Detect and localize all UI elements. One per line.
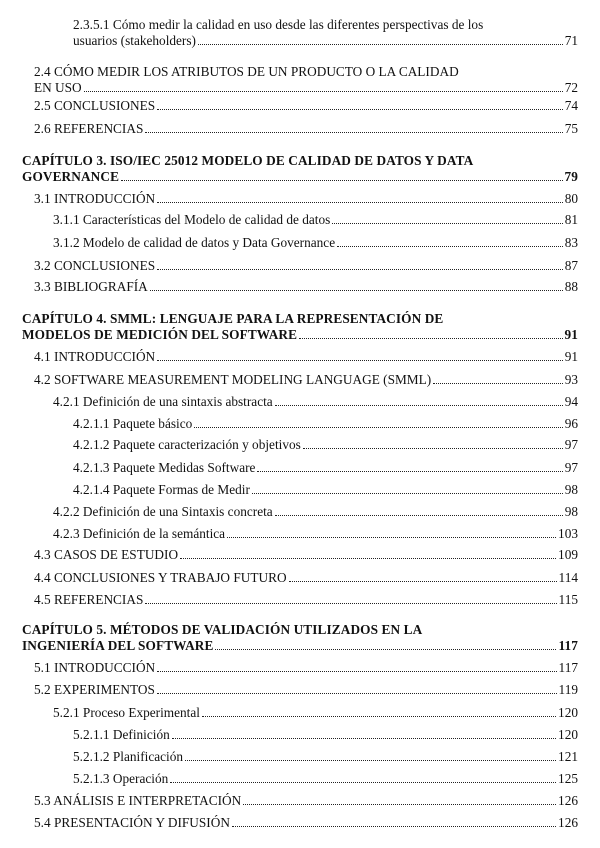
toc-entry	[34, 682, 578, 698]
dot-leader	[332, 223, 562, 224]
page-number: 125	[558, 771, 578, 786]
dot-leader	[157, 360, 563, 361]
entry-title: 4.2.1.3 Paquete Medidas Software	[73, 460, 256, 475]
toc-entry	[34, 258, 578, 274]
page-number: 109	[558, 547, 578, 562]
chapter-title-line1: CAPÍTULO 3. ISO/IEC 25012 MODELO DE CALIDAD DE DATOS Y DATA	[22, 153, 474, 168]
entry-title: 3.3 BIBLIOGRAFÍA	[34, 279, 148, 294]
entry-title: 4.5 REFERENCIAS	[34, 592, 144, 607]
entry-title: 3.1 INTRODUCCIÓN	[34, 191, 156, 206]
dot-leader	[157, 109, 563, 110]
dot-leader	[180, 558, 556, 559]
page-number: 80	[564, 191, 578, 206]
entry-title: 4.3 CASOS DE ESTUDIO	[34, 547, 179, 562]
page-number: 98	[564, 482, 578, 497]
toc-entry	[73, 437, 578, 453]
page-number: 72	[564, 80, 578, 95]
entry-title: 2.6 REFERENCIAS	[34, 121, 144, 136]
page-number: 114	[558, 570, 578, 585]
toc-entry	[34, 349, 578, 365]
toc-entry	[34, 98, 578, 114]
dot-leader	[198, 44, 563, 45]
page-number: 115	[558, 592, 578, 607]
entry-title: 5.2.1.2 Planificación	[73, 749, 184, 764]
toc-entry	[34, 660, 578, 676]
dot-leader	[275, 405, 563, 406]
dot-leader	[243, 804, 556, 805]
page-number: 83	[564, 235, 578, 250]
dot-leader	[150, 290, 563, 291]
entry-title: 4.2.1.2 Paquete caracterización y objetivos	[73, 437, 301, 452]
page-number: 120	[558, 727, 578, 742]
dot-leader	[433, 383, 563, 384]
chapter-title: INGENIERÍA DEL SOFTWARE	[22, 638, 214, 653]
dot-leader	[303, 448, 563, 449]
toc-entry	[53, 504, 578, 520]
entry-title: 5.2.1.1 Definición	[73, 727, 170, 742]
toc-entry	[34, 372, 578, 388]
page-number: 126	[558, 815, 578, 830]
entry-title: 4.2.1 Definición de una sintaxis abstracta	[53, 394, 273, 409]
entry-title: 2.5 CONCLUSIONES	[34, 98, 156, 113]
entry-title: 5.2 EXPERIMENTOS	[34, 682, 155, 697]
entry-title: 4.4 CONCLUSIONES Y TRABAJO FUTURO	[34, 570, 287, 585]
toc-entry	[73, 482, 578, 498]
page-number: 103	[558, 526, 578, 541]
page-number: 119	[558, 682, 578, 697]
dot-leader	[157, 269, 563, 270]
page-number: 81	[564, 212, 578, 227]
dot-leader	[121, 180, 562, 181]
toc-entry	[73, 749, 578, 765]
toc-entry	[73, 727, 578, 743]
page-number: 88	[564, 279, 578, 294]
dot-leader	[275, 515, 563, 516]
page-number: 97	[564, 437, 578, 452]
page-number: 71	[564, 33, 578, 48]
dot-leader	[257, 471, 562, 472]
toc-chapter	[22, 153, 578, 185]
page-number: 97	[564, 460, 578, 475]
entry-title: 4.1 INTRODUCCIÓN	[34, 349, 156, 364]
toc-entry	[73, 771, 578, 787]
page-number: 117	[558, 660, 578, 675]
dot-leader	[232, 826, 556, 827]
entry-title-line1: 2.3.5.1 Cómo medir la calidad en uso desde las diferentes perspectivas de los	[73, 17, 484, 32]
dot-leader	[172, 738, 556, 739]
page-number: 117	[558, 638, 578, 653]
entry-title: 5.2.1 Proceso Experimental	[53, 705, 200, 720]
toc-chapter	[22, 311, 578, 343]
dot-leader	[215, 649, 556, 650]
entry-title: 3.1.1 Características del Modelo de calidad de datos	[53, 212, 331, 227]
entry-title: 5.1 INTRODUCCIÓN	[34, 660, 156, 675]
page-number: 75	[564, 121, 578, 136]
page-number: 94	[564, 394, 578, 409]
dot-leader	[157, 202, 563, 203]
page-number: 96	[564, 416, 578, 431]
toc-entry	[34, 279, 578, 295]
toc-entry	[53, 235, 578, 251]
entry-title: 4.2.1.4 Paquete Formas de Medir	[73, 482, 250, 497]
dot-leader	[170, 782, 556, 783]
page-number: 79	[564, 169, 578, 184]
dot-leader	[289, 581, 557, 582]
chapter-title-line1: CAPÍTULO 5. MÉTODOS DE VALIDACIÓN UTILIZADOS EN LA	[22, 622, 423, 637]
page-number: 91	[564, 349, 578, 364]
dot-leader	[157, 693, 557, 694]
chapter-title: MODELOS DE MEDICIÓN DEL SOFTWARE	[22, 327, 298, 342]
dot-leader	[145, 603, 556, 604]
toc-entry	[34, 547, 578, 563]
toc-entry	[53, 705, 578, 721]
dot-leader	[145, 132, 562, 133]
dot-leader	[194, 427, 562, 428]
page-number: 91	[564, 327, 578, 342]
page-number: 120	[558, 705, 578, 720]
page-number: 126	[558, 793, 578, 808]
dot-leader	[252, 493, 563, 494]
toc-entry	[34, 592, 578, 608]
entry-title: 5.4 PRESENTACIÓN Y DIFUSIÓN	[34, 815, 230, 830]
toc-entry	[53, 212, 578, 228]
entry-title: 4.2.3 Definición de la semántica	[53, 526, 226, 541]
toc-entry	[53, 394, 578, 410]
entry-title: 3.1.2 Modelo de calidad de datos y Data Governance	[53, 235, 336, 250]
dot-leader	[337, 246, 563, 247]
dot-leader	[185, 760, 556, 761]
page-number: 74	[564, 98, 578, 113]
entry-title: 5.2.1.3 Operación	[73, 771, 169, 786]
dot-leader	[227, 537, 556, 538]
toc-chapter	[22, 622, 578, 654]
entry-title: 5.3 ANÁLISIS E INTERPRETACIÓN	[34, 793, 242, 808]
entry-title: usuarios (stakeholders)	[73, 33, 196, 48]
page-number: 98	[564, 504, 578, 519]
chapter-title: GOVERNANCE	[22, 169, 120, 184]
entry-title: 4.2.1.1 Paquete básico	[73, 416, 193, 431]
toc-entry	[34, 815, 578, 831]
toc-entry	[73, 17, 578, 49]
chapter-title-line1: CAPÍTULO 4. SMML: LENGUAJE PARA LA REPRESENTACIÓN DE	[22, 311, 444, 326]
page-number: 121	[558, 749, 578, 764]
dot-leader	[157, 671, 556, 672]
toc-entry	[34, 121, 578, 137]
toc-entry	[73, 460, 578, 476]
dot-leader	[84, 91, 563, 92]
toc-entry	[53, 526, 578, 542]
toc-entry	[73, 416, 578, 432]
entry-title: 3.2 CONCLUSIONES	[34, 258, 156, 273]
dot-leader	[202, 716, 556, 717]
dot-leader	[299, 338, 562, 339]
toc-entry	[34, 191, 578, 207]
toc-entry	[34, 64, 578, 96]
page-number: 93	[564, 372, 578, 387]
entry-title-line1: 2.4 CÓMO MEDIR LOS ATRIBUTOS DE UN PRODUCTO O LA CALIDAD	[34, 64, 459, 79]
page-number: 87	[564, 258, 578, 273]
entry-title: 4.2 SOFTWARE MEASUREMENT MODELING LANGUAGE (SMML)	[34, 372, 432, 387]
entry-title: 4.2.2 Definición de una Sintaxis concreta	[53, 504, 273, 519]
toc-entry	[34, 570, 578, 586]
entry-title: EN USO	[34, 80, 82, 95]
toc-entry	[34, 793, 578, 809]
